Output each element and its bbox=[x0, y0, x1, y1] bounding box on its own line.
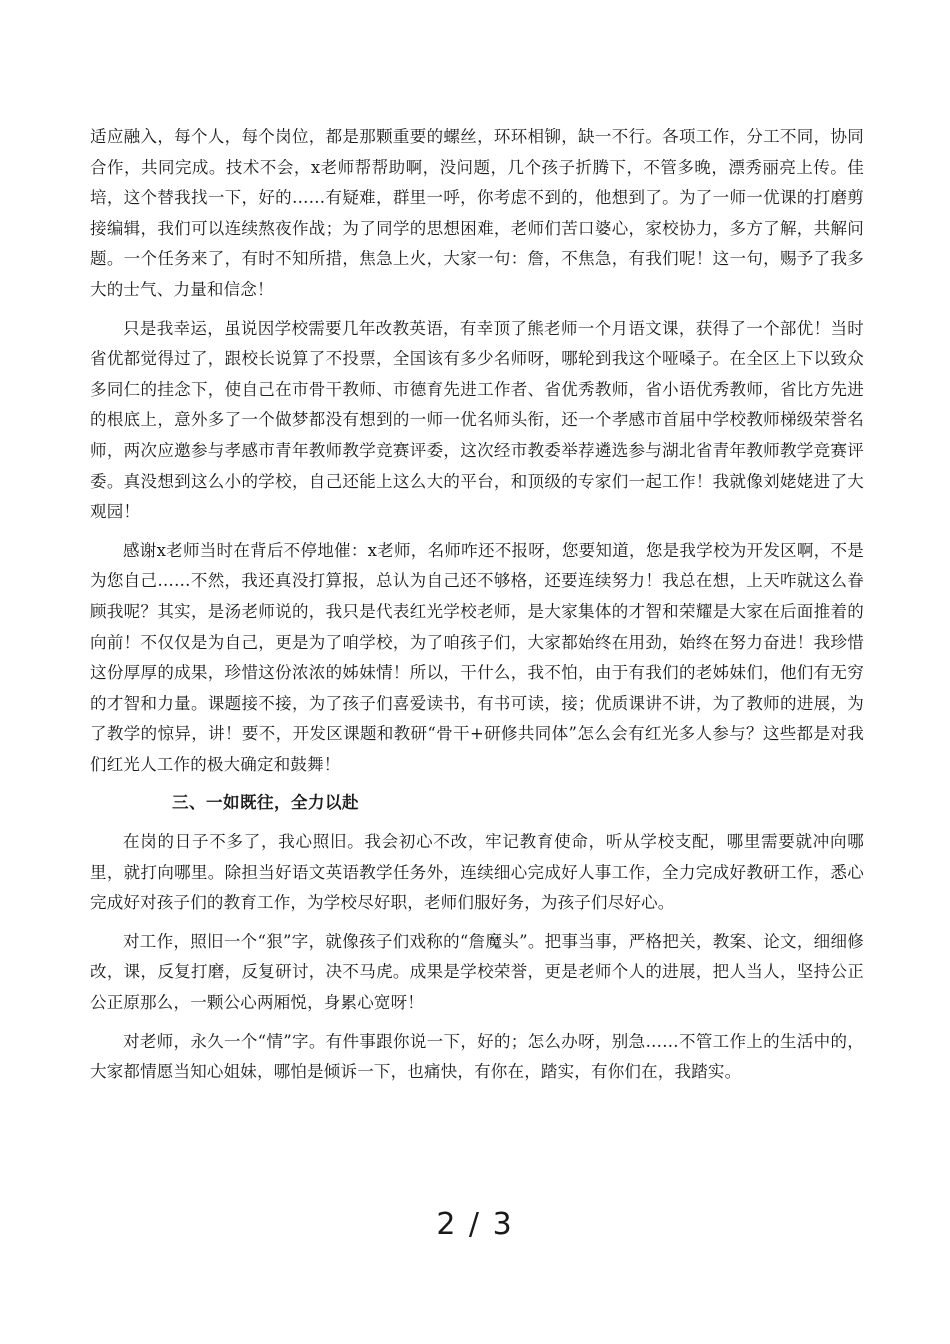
page-number: 2 / 3 bbox=[436, 1207, 514, 1242]
paragraph-thanks: 感谢x老师当时在背后不停地催：x老师，名师咋还不报呀，您要知道，您是我学校为开发区啊，不是为您自己……不然，我还真没打算报，总认为自己还不够格，还要连续努力！我总在想，上天咋就这么眷顾我呢？其实，是汤老师说的，我只是代表红光学校老师，是大家集体的才智和荣耀是大家在后面推着的向前！不仅仅是为自己，更是为了咱学校，为了咱孩子们，大家都始终在用劲，始终在努力奋进！我珍惜这份厚厚的成果，珍惜这份浓浓的姊妹情！所以，干什么，我不怕，由于有我们的老姊妹们，他们有无穷的才智和力量。课题接不接，为了孩子们喜爱读书，有书可读，接；优质课讲不讲，为了教师的进展，为了教学的惊异，讲！要不，开发区课题和教研“骨干+研修共同体”怎么会有红光多人参与？这些都是对我们红光人工作的极大确定和鼓舞！ bbox=[90, 540, 864, 774]
paragraph-continued: 适应融入，每个人，每个岗位，都是那颗重要的螺丝，环环相铆，缺一不行。各项工作，分工不同，协同合作，共同完成。技术不会，x老师帮帮助啊，没问题，几个孩子折腾下，不管多晚，漂秀丽亮上传。佳培，这个替我找一下，好的……有疑难，群里一呼，你考虑不到的，他想到了。为了一师一优课的打磨剪接编辑，我们可以连续熬夜作战；为了同学的思想困难，老师们苦口婆心，家校协力，多方了解，共解问题。一个任务来了，有时不知所措，焦急上火，大家一句：詹，不焦急，有我们呢！这一句，赐予了我多大的士气、力量和信念！ bbox=[90, 127, 864, 299]
paragraph-work-attitude: 对工作，照旧一个“狠”字，就像孩子们戏称的“詹魔头”。把事当事，严格把关，教案、论文，细细修改，课，反复打磨，反复研讨，决不马虎。成果是学校荣誉，更是老师个人的进展，把人当人，坚持公正公正原那么，一颗公心两厢悦，身累心宽呀！ bbox=[90, 931, 864, 1013]
section-heading: 三、一如既往，全力以赴 bbox=[172, 793, 359, 813]
paragraph-remaining-days: 在岗的日子不多了，我心照旧。我会初心不改，牢记教育使命，听从学校支配，哪里需要就冲向哪里，就打向哪里。除担当好语文英语教学任务外，连续细心完成好人事工作，全力完成好教研工作，悉心完成好对孩子们的教育工作，为学校尽好职，老师们服好务，为孩子们尽好心。 bbox=[90, 832, 864, 913]
paragraph-lucky: 只是我幸运，虽说因学校需要几年改教英语，有幸顶了熊老师一个月语文课，获得了一个部优！当时省优都觉得过了，跟校长说算了不投票，全国该有多少名师呀，哪轮到我这个哑嗓子。在全区上下以致众多同仁的挂念下，使自己在市骨干教师、市德育先进工作者、省优秀教师，省小语优秀教师，省比方先进的根底上，意外多了一个做梦都没有想到的一师一优名师头衔，还一个孝感市首届中学校教师梯级荣誉名师，两次应邀参与孝感市青年教师教学竞赛评委，这次经市教委举荐遴选参与湖北省青年教师教学竞赛评委。真没想到这么小的学校，自己还能上这么大的平台，和顶级的专家们一起工作！我就像刘姥姥进了大观园！ bbox=[90, 318, 864, 522]
document-body bbox=[90, 122, 864, 1088]
paragraph-colleagues: 对老师，永久一个“情”字。有件事跟你说一下，好的；怎么办呀，别急……不管工作上的生活中的，大家都情愿当知心姐妹，哪怕是倾诉一下，也痛快，有你在，踏实，有你们在，我踏实。 bbox=[90, 1031, 864, 1082]
